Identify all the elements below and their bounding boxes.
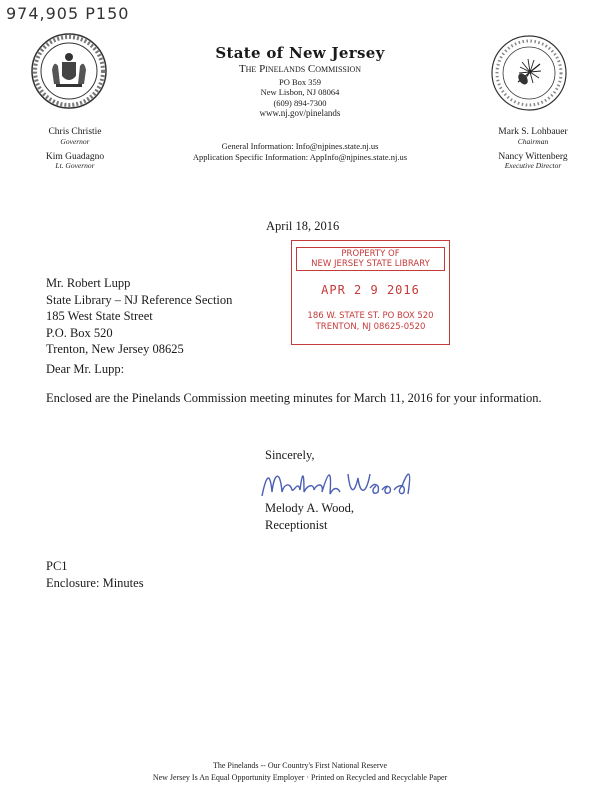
commission-name: The Pinelands Commission	[238, 62, 362, 75]
director-name: Nancy Wittenberg	[498, 151, 568, 162]
signer-name: Melody A. Wood,	[265, 501, 355, 515]
contact-info	[160, 141, 440, 163]
page-footer	[0, 760, 600, 784]
letterhead	[150, 44, 450, 120]
governor-name: Chris Christie	[48, 127, 102, 137]
commission-website[interactable]: www.nj.gov/pinelands	[259, 108, 341, 119]
enclosure-note	[46, 558, 144, 591]
letter-date: April 18, 2016	[266, 219, 340, 233]
lt-governor-name: Kim Guadagno	[45, 151, 105, 162]
salutation: Dear Mr. Lupp:	[46, 362, 125, 376]
stamp-address	[292, 311, 449, 331]
state-seal-icon	[30, 32, 108, 110]
handwritten-annotation: 974,905 P150	[6, 4, 130, 23]
signer-title: Receptionist	[265, 517, 328, 532]
application-email[interactable]: Application Specific Information: AppInfo@njpines.state.nj.us	[192, 152, 408, 163]
governor-title: Governor	[60, 136, 90, 146]
stamp-header	[296, 247, 445, 271]
recipient-address	[46, 275, 232, 358]
state-officials	[20, 127, 130, 176]
stamp-date: APR 2 9 2016	[321, 283, 420, 298]
director-title: Executive Director	[504, 161, 562, 171]
recipient-line: 185 West State Street	[46, 309, 153, 323]
footer-line2: New Jersey Is An Equal Opportunity Employer · Printed on Recycled and Recyclable Paper	[152, 773, 448, 782]
letterhead-title: State of New Jersey	[215, 44, 385, 62]
chairman-title: Chairman	[517, 136, 549, 146]
letter-body: Enclosed are the Pinelands Commission meeting minutes for March 11, 2016 for your information.	[46, 391, 542, 405]
pinelands-seal-icon	[490, 34, 568, 112]
chairman-name: Mark S. Lohbauer	[498, 127, 568, 137]
general-email[interactable]: General Information: Info@njpines.state.nj.us	[221, 141, 379, 151]
signer-block	[265, 500, 354, 533]
library-stamp	[291, 240, 450, 345]
po-box: PO Box 359	[278, 76, 322, 87]
enclosure-line: Enclosure: Minutes	[46, 575, 144, 590]
stamp-address-line1: 186 W. STATE ST. PO BOX 520	[307, 311, 434, 322]
stamp-address-line2: TRENTON, NJ 08625-0520	[315, 321, 426, 332]
recipient-line: State Library – NJ Reference Section	[46, 292, 233, 307]
recipient-line: Mr. Robert Lupp	[46, 276, 131, 290]
commission-phone: (609) 894-7300	[273, 97, 327, 108]
commission-city: New Lisbon, NJ 08064	[260, 87, 340, 98]
stamp-line2: NEW JERSEY STATE LIBRARY	[311, 259, 430, 270]
footer-line1: The Pinelands -- Our Country's First National Reserve	[212, 761, 388, 770]
closing: Sincerely,	[265, 448, 315, 462]
cc-code: PC1	[46, 559, 68, 573]
recipient-line: P.O. Box 520	[46, 325, 113, 340]
stamp-line1: PROPERTY OF	[341, 249, 400, 259]
lt-governor-title: Lt. Governor	[55, 161, 95, 171]
recipient-line: Trenton, New Jersey 08625	[46, 342, 184, 356]
commission-officials	[468, 127, 598, 176]
